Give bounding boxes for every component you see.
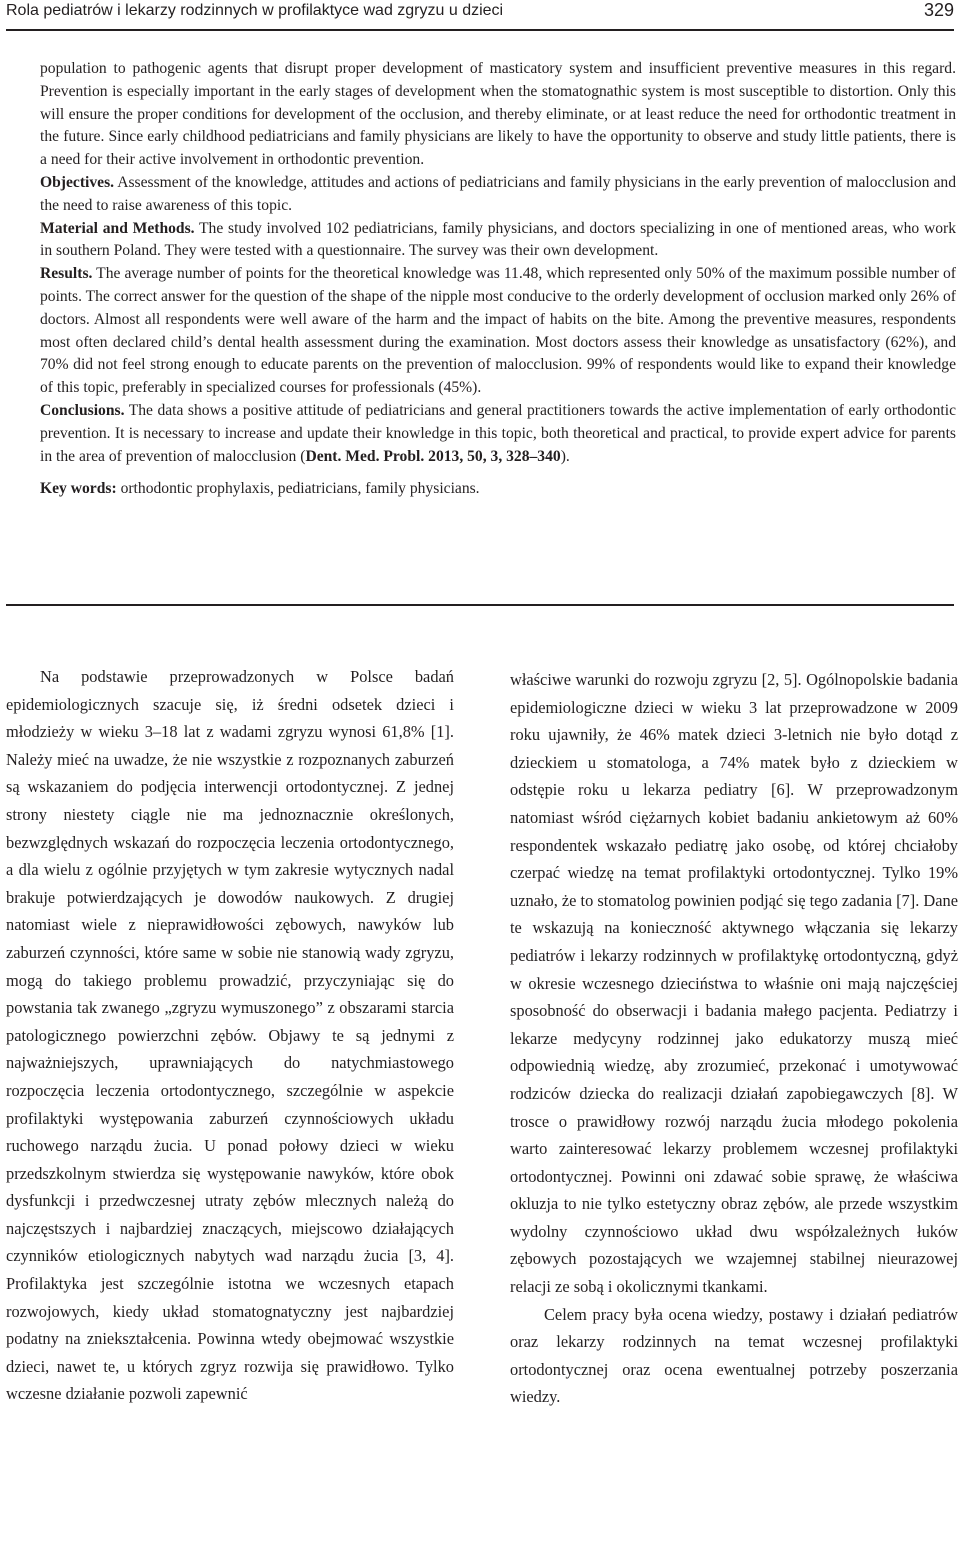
running-title: Rola pediatrów i lekarzy rodzinnych w profilaktyce wad zgryzu u dzieci [6, 2, 504, 19]
abstract-rule [6, 604, 954, 606]
right-paragraph-2: Celem pracy była ocena wiedzy, postawy i działań pediatrów oraz lekarzy rodzinnych na temat wczesnej profilaktyki ortodontycznej oraz ocena ewentualnej potrzeby poszerzania wiedzy. [510, 1304, 958, 1407]
left-column [6, 663, 454, 1408]
keywords-label: Key words: [40, 480, 117, 498]
abstract-keywords [40, 478, 956, 501]
abstract-results [40, 263, 956, 400]
citation-close: ). [560, 447, 570, 465]
results-label: Results. [40, 265, 93, 283]
objectives-text: Assessment of the knowledge, attitudes and actions of pediatricians and family physicians in the early prevention of malocclusion and the need to raise awareness of this topic. [40, 173, 956, 214]
conclusions-text: The data shows a positive attitude of pediatricians and general practitioners towards the active implementation of early orthodontic prevention. It is necessary to increase and update their knowledge in this topic, both theoretical and practical, to provide expert advice for parents in the area of prevention of malocclusion ( [40, 401, 956, 465]
conclusions-label: Conclusions. [40, 401, 125, 419]
left-paragraph: Na podstawie przeprowadzonych w Polsce badań epidemiologicznych szacuje się, iż średni odsetek dzieci i młodzieży w wieku 3–18 lat z wadami zgryzu wynosi 61,8% [1]. Należy mieć na uwadze, że nie wszystkie z rozpoznanych zaburzeń są wskazaniem do podjęcia interwencji ortodontycznej. Z jednej strony niestety ciągle nie ma jednoznacznie określonych, bezwzględnych wskazań do rozpoczęcia leczenia ortodontycznego, a dla wielu z ogólnie przyjętych w tym zakresie wytycznych nadal brakuje potwierdzających je dowodów naukowych. Z drugiej natomiast wiele z nieprawidłowości zębowych, nawyków lub zaburzeń czynności, które same w sobie nie stanowią wady zgryzu, mogą do takiego problemu prowadzić, przyczyniając się do powstania tak zwanego „zgryzu wymuszonego” z obszarami starcia patologicznego powierzchni zębów. Objawy te są jednymi z najważniejszych, uprawniających do natychmiastowego rozpoczęcia leczenia ortodontycznego, szczególnie w aspekcie profilaktyki występowania zaburzeń czynnościowych układu ruchowego narządu żucia. U ponad połowy dzieci w wieku przedszkolnym stwierdza się występowanie nawyków, które obok dysfunkcji i przedwczesnej utraty zębów mlecznych należą do najczęstszych i najbardziej znaczących, miejscowo działających czynników etiologicznych nabytych wad narządu żucia [3, 4]. Profilaktyka jest szczególnie istotna we wczesnych etapach rozwojowych, kiedy układ stomatognatyczny jest najbardziej podatny na zniekształcenia. Powinna wtedy obejmować wszystkie dzieci, nawet te, u których zgryz rozwija się prawidłowo. Tylko wczesne działanie pozwoli zapewnić [6, 667, 454, 1404]
methods-text: The study involved 102 pediatricians, family physicians, and doctors specializing in one of mentioned areas, who work in southern Poland. They were tested with a questionnaire. The survey was their own development. [40, 219, 956, 260]
methods-label: Material and Methods. [40, 219, 195, 237]
right-column [510, 666, 958, 1411]
abstract-conclusions [40, 400, 956, 468]
keywords-text: orthodontic prophylaxis, pediatricians, family physicians. [116, 480, 480, 498]
abstract-methods [40, 218, 956, 264]
page-number: 329 [923, 0, 954, 20]
header-rule [6, 29, 954, 31]
abstract [40, 58, 956, 501]
objectives-label: Objectives. [40, 173, 115, 191]
right-paragraph-1: właściwe warunki do rozwoju zgryzu [2, 5]. Ogólnopolskie badania epidemiologiczne dzieci w wieku 3 lat przeprowadzone w 2009 roku ujawniły, że 46% matek dzieci 3-letnich nie było dotąd z dzieckiem u stomatologa, a 74% matek było z dzieckiem w odstępie roku u lekarza pediatry [6]. W przeprowadzonym natomiast wśród ciężarnych kobiet badaniu ankietowym aż 60% respondentek wskazało pediatrę jako osobę, od której chciałoby czerpać wiedzę na temat profilaktyki ortodontycznej. Tylko 19% uznało, że to stomatolog powinien podjąć się tego zadania [7]. Dane te wskazują na konieczność aktywnego włączania się lekarzy pediatrów i lekarzy rodzinnych w profilaktykę ortodontyczną, gdyż w okresie wczesnego dzieciństwa to właśnie oni mają najczęściej sposobność do obserwacji i badania małego pacjenta. Pediatrzy i lekarze medycyny rodzinnej jako edukatorzy muszą mieć odpowiednią wiedzę, aby zrozumieć, przekonać i umotywować rodziców dziecka do realizacji działań zapobiegawczych [8]. W trosce o prawidłowy rozwój narządu żucia młodego pokolenia warto zainteresować lekarzy problemem wczesnej profilaktyki ortodontycznej. Powinni oni zdawać sobie sprawę, że właściwa okluzja to nie tylko estetyczny obraz zębów, ale przede wszystkim wydolny czynnościowo układ dwu współzależnych łuków zębowych pozostających we wzajemnej stabilnej nieurazowej relacji ze sobą i okolicznymi tkankami. [510, 670, 958, 1297]
page-header [0, 0, 960, 26]
abstract-intro-text: population to pathogenic agents that disrupt proper development of masticatory system and insufficient preventive measures in this regard. Prevention is especially important in the early stages of development when the stomatognathic system is most susceptible to distortion. Only this will ensure the proper conditions for development of the occlusion, and thereby eliminate, or at least reduce the need for orthodontic treatment in the future. Since early childhood pediatricians and family physicians are likely to have the opportunity to observe and study little patients, there is a need for their active involvement in orthodontic prevention. [40, 60, 956, 169]
abstract-intro [40, 58, 956, 172]
abstract-objectives [40, 172, 956, 218]
results-text: The average number of points for the theoretical knowledge was 11.48, which represented only 50% of the maximum possible number of points. The correct answer for the question of the shape of the nipple most conducive to the orderly development of occlusion marked only 26% of doctors. Almost all respondents were well aware of the harm and the impact of habits on the bite. Among the preventive measures, respondents most often declared child’s dental health assessment during the examination. Most doctors assess their knowledge as unsatisfactory (62%), and 70% did not feel strong enough to educate parents on the prevention of malocclusion. 99% of respondents would like to expand their knowledge of this topic, preferably in specialized courses for professionals (45%). [40, 265, 956, 397]
citation: Dent. Med. Probl. 2013, 50, 3, 328–340 [305, 447, 561, 465]
